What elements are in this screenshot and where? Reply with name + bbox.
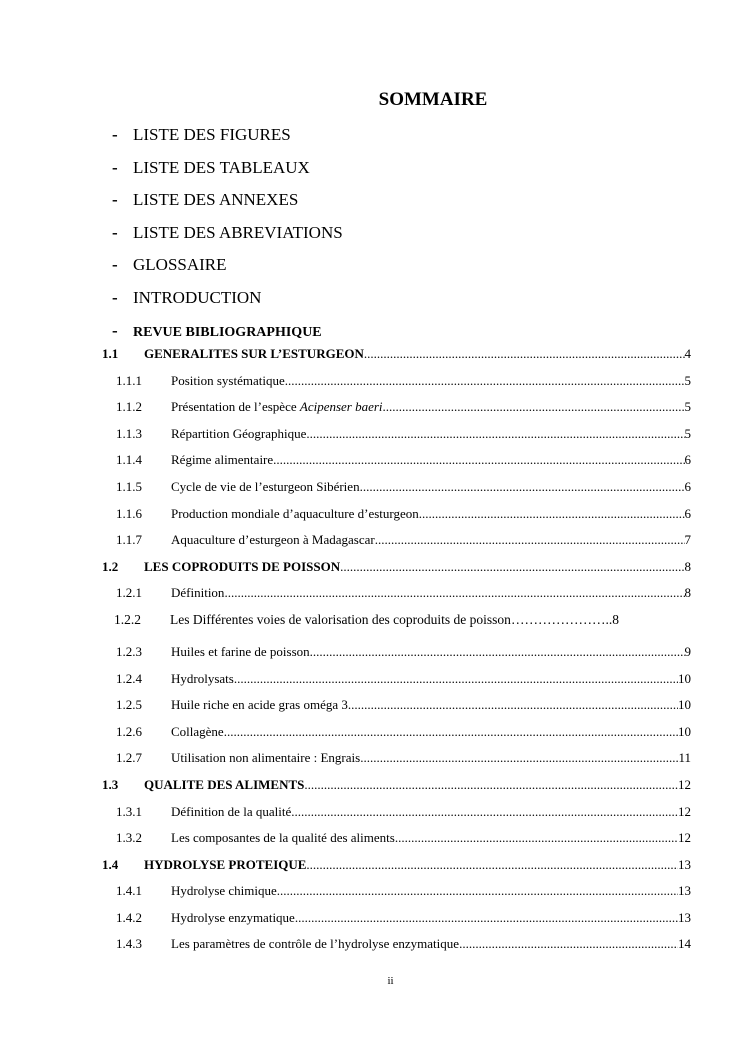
toc-number: 1.1.6 [116,505,142,521]
dot-leader [360,479,685,495]
toc-number: 1.4.3 [116,936,142,952]
toc-page: 5 [684,399,691,415]
list-item-label: INTRODUCTION [133,287,262,307]
toc-label: Hydrolysats [171,670,234,686]
toc-number: 1.2.4 [116,670,142,686]
toc-section[interactable] [102,777,691,804]
toc-subsection[interactable] [102,399,691,426]
toc-page: 6 [684,478,691,494]
toc-page: 14 [678,936,691,952]
bullet-dash: - [112,157,118,177]
toc-subsection[interactable] [102,883,691,910]
list-item-label: LISTE DES ANNEXES [133,190,299,210]
list-item-label: LISTE DES TABLEAUX [133,157,310,177]
toc-subsection[interactable] [102,585,691,612]
toc-label: GENERALITES SUR L’ESTURGEON [144,346,364,361]
dot-leader [291,804,678,820]
toc-number: 1.1.2 [116,399,142,415]
front-matter-list [112,123,343,351]
toc-label: Répartition Géographique [171,425,307,441]
toc-label: Hydrolyse chimique [171,883,277,899]
dot-leader [306,426,684,442]
toc-subsection[interactable] [102,426,691,453]
toc-subsection[interactable] [102,936,691,963]
toc-number: 1.4.1 [116,883,142,899]
bullet-dash: - [112,255,118,275]
toc-label: Collagène [171,723,224,739]
toc-subsection[interactable] [102,804,691,831]
toc-label: Huiles et farine de poisson [171,643,310,659]
toc-subsection[interactable] [102,479,691,506]
toc-page: 7 [684,532,691,548]
toc-subsection[interactable] [102,532,691,559]
toc-page: 8 [612,611,619,627]
toc-label: HYDROLYSE PROTEIQUE [144,856,307,872]
dot-leader [277,883,678,899]
dot-leader [375,532,685,548]
toc-subsection[interactable] [102,671,691,698]
toc-page: 6 [684,452,691,468]
list-item-label: GLOSSAIRE [133,255,227,275]
bullet-dash: - [112,320,118,340]
toc-label: Utilisation non alimentaire : Engrais [171,750,361,766]
list-item-label: LISTE DES FIGURES [133,125,291,144]
toc-page: 8 [684,585,691,601]
bullet-dash: - [112,222,118,242]
dot-leader [224,585,684,601]
dot-leader [419,506,685,522]
toc-section[interactable] [102,346,691,373]
toc-number: 1.4 [102,856,119,872]
page-number: ii [387,975,394,987]
toc-number: 1.2.6 [116,723,142,739]
dot-leader [234,671,678,687]
toc-label: Position systématique [171,372,285,388]
toc-label-text: Présentation de l’espèce [171,399,300,415]
dot-leader [285,373,685,389]
toc-subsection[interactable] [102,612,691,644]
toc-section[interactable] [102,559,691,586]
dot-leader: ………………….. [510,611,613,627]
toc-label: Hydrolyse enzymatique [171,909,295,925]
bullet-dash: - [112,287,118,307]
dot-leader [295,910,678,926]
toc-label: Aquaculture d’esturgeon à Madagascar [171,532,375,548]
list-item[interactable] [112,156,343,189]
list-item[interactable] [112,123,343,156]
dot-leader [360,750,678,766]
toc-label [171,399,383,415]
toc-label: Huile riche en acide gras oméga 3 [171,697,348,713]
toc-number: 1.2 [102,558,119,574]
toc-label: Production mondiale d’aquaculture d’esturgeon [171,505,419,521]
list-item-label: LISTE DES ABREVIATIONS [133,222,343,242]
dot-leader [304,777,678,793]
toc-subsection[interactable] [102,910,691,937]
dot-leader [395,830,678,846]
toc-subsection[interactable] [102,830,691,857]
dot-leader [340,559,684,575]
dot-leader [310,644,685,660]
toc-subsection[interactable] [102,373,691,400]
toc-page: 11 [678,750,691,766]
toc-page: 12 [678,776,691,792]
toc-label: QUALITE DES ALIMENTS [144,776,305,792]
page-title: SOMMAIRE [378,89,488,110]
toc-label: Les composantes de la qualité des aliments [171,830,395,846]
toc-label: Les paramètres de contrôle de l’hydrolyse enzymatique [171,936,460,952]
toc-number: 1.1 [102,346,119,361]
toc-page: 13 [678,856,691,872]
list-item[interactable] [112,286,343,319]
toc-page: 10 [678,697,691,713]
toc-number: 1.1.3 [116,425,142,441]
dot-leader [224,724,678,740]
toc-number: 1.1.5 [116,478,142,494]
toc-number: 1.2.3 [116,643,142,659]
toc-page: 9 [684,643,691,659]
toc-page: 6 [684,505,691,521]
toc-subsection[interactable] [102,644,691,671]
toc-page: 12 [678,803,691,819]
toc-number: 1.2.2 [114,611,141,627]
dot-leader [383,399,685,415]
dot-leader [306,857,678,873]
toc-section[interactable] [102,857,691,884]
toc-page: 10 [678,670,691,686]
toc-subsection[interactable] [102,697,691,724]
toc-page: 5 [684,425,691,441]
toc-subsection[interactable] [102,750,691,777]
table-of-contents [102,346,691,963]
dot-leader [348,697,678,713]
toc-page: 8 [684,558,691,574]
toc-label: Régime alimentaire [171,452,274,468]
toc-label: Cycle de vie de l’esturgeon Sibérien [171,478,360,494]
toc-label: LES COPRODUITS DE POISSON [144,558,341,574]
list-item[interactable] [112,221,343,254]
toc-label: Définition de la qualité [171,803,292,819]
toc-number: 1.3 [102,776,119,792]
bullet-dash: - [112,190,118,210]
toc-subsection[interactable] [102,452,691,479]
toc-number: 1.4.2 [116,909,142,925]
dot-leader [459,936,678,952]
toc-number: 1.2.1 [116,585,142,601]
toc-number: 1.1.1 [116,372,142,388]
toc-number: 1.3.2 [116,830,142,846]
dot-leader [364,346,685,362]
toc-page: 10 [678,723,691,739]
species-name: Acipenser baeri [299,399,383,415]
toc-page: 12 [678,830,691,846]
toc-number: 1.1.7 [116,532,142,548]
toc-page: 13 [678,909,691,925]
list-item[interactable] [112,253,343,286]
dot-leader [273,452,684,468]
toc-label: Définition [171,585,225,601]
toc-label: Les Différentes voies de valorisation des coproduits de poisson [170,611,511,627]
toc-page: 4 [684,346,691,361]
toc-subsection[interactable] [102,724,691,751]
toc-number: 1.1.4 [116,452,142,468]
list-item-label: REVUE BIBLIOGRAPHIQUE [133,324,322,340]
toc-number: 1.2.7 [116,750,142,766]
toc-number: 1.3.1 [116,803,142,819]
toc-number: 1.2.5 [116,697,142,713]
toc-page: 13 [678,883,691,899]
toc-subsection[interactable] [102,506,691,533]
toc-page: 5 [684,372,691,388]
list-item[interactable] [112,188,343,221]
bullet-dash: - [112,125,118,144]
